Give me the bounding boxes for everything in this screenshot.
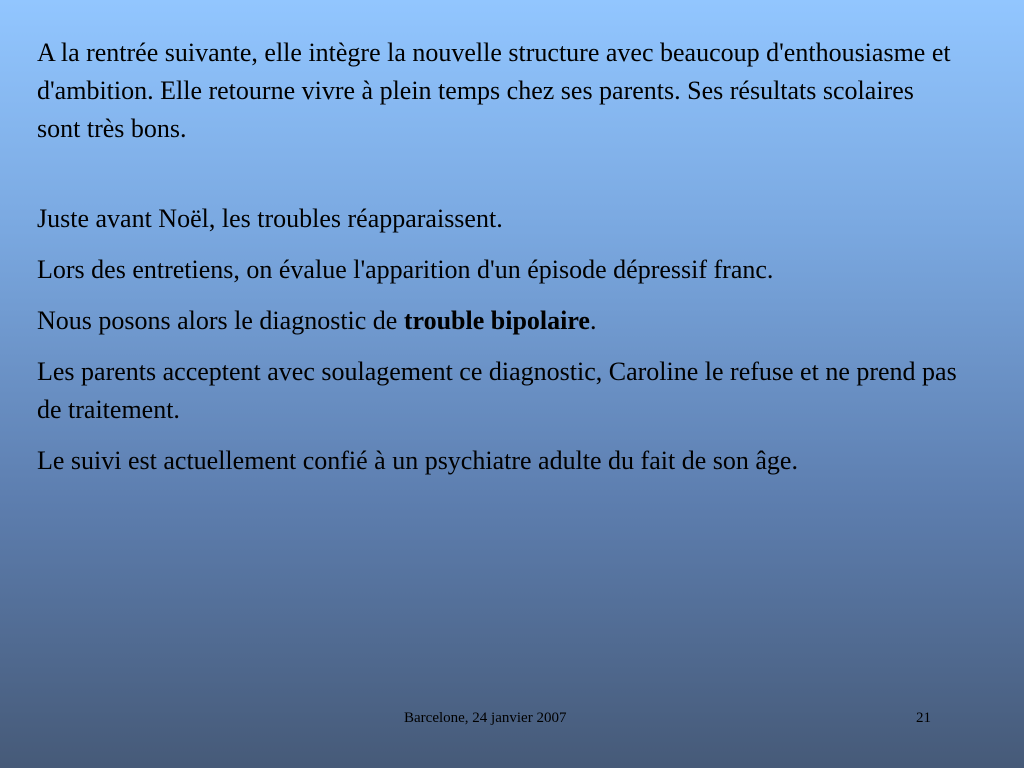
paragraph-diagnosis (37, 302, 957, 340)
footer-location-date: Barcelone, 24 janvier 2007 (404, 710, 567, 726)
paragraph-parents-response: Les parents acceptent avec soulagement ce diagnostic, Caroline le refuse et ne prend pas de traitement. (37, 357, 957, 424)
slide-body (37, 34, 957, 493)
diagnosis-text: Nous posons alors le diagnostic de (37, 306, 404, 335)
paragraph-depressive-episode: Lors des entretiens, on évalue l'apparition d'un épisode dépressif franc. (37, 255, 774, 284)
diagnosis-term: trouble bipolaire (403, 306, 590, 335)
paragraph-return-to-school: A la rentrée suivante, elle intègre la nouvelle structure avec beaucoup d'enthousiasme et d'ambition. Elle retourne vivre à plein temps chez ses parents. Ses résultats scolaires sont très bons. (37, 38, 951, 143)
slide-number: 21 (916, 710, 931, 726)
paragraph-troubles-reappear: Juste avant Noël, les troubles réapparaissent. (37, 204, 503, 233)
diagnosis-period: . (589, 306, 597, 335)
paragraph-follow-up: Le suivi est actuellement confié à un psychiatre adulte du fait de son âge. (37, 446, 798, 475)
